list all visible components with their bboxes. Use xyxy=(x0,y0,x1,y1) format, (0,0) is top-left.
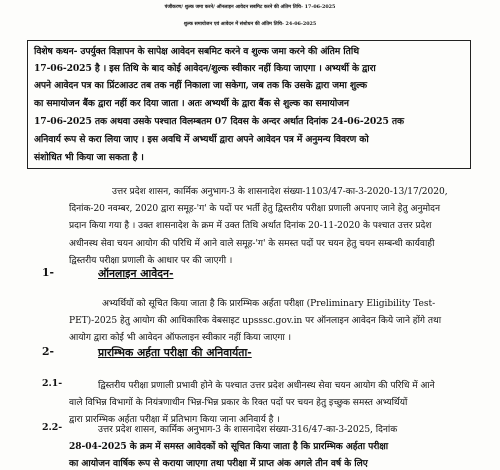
paragraph-line: का आयोजन वार्षिक रूप से कराया जाएगा तथा परीक्षा में प्राप्त अंक अगले तीन वर्ष के लिए xyxy=(69,458,368,469)
notice-line: संशोधित भी किया जा सकता है । xyxy=(34,152,144,163)
paragraph-line: प्रदान किया गया है । उक्त शासनादेश के क्रम में उक्त तिथि अर्थात दिनांक 20-11-2020 के पश्चात उत्तर प्रदेश xyxy=(69,221,432,231)
paragraph-line: PET)-2025 हेतु आयोग की आधिकारिक वेबसाइट upsssc.gov.in पर ऑनलाइन आवेदन किये जाने होंगे तथा xyxy=(69,316,442,326)
notice-line: 17-06-2025 तक अथवा उसके पश्चात विलम्बतम 07 दिवस के अन्दर अर्थात दिनांक 24-06-2025 तक xyxy=(34,116,404,127)
paragraph-line: अभ्यर्थियों को सूचित किया जाता है कि प्रारम्भिक अर्हता परीक्षा (Preliminary Eligibility Test- xyxy=(102,299,436,309)
registration-deadline-line: पंजीकरण/ शुल्क जमा करने/ ऑनलाइन आवेदन सबमिट करने की अंतिम तिथि- 17-06-2025 xyxy=(164,4,336,10)
section-title xyxy=(98,266,173,281)
paragraph-line: दिनांक-20 नवम्बर, 2020 द्वारा समूह-'ग' के पदों पर भर्ती हेतु द्विस्तरीय परीक्षा प्रणाली अपनाए जाने हेतु अनुमोदन xyxy=(69,204,440,214)
special-notice-box xyxy=(27,40,471,169)
section-title-text: ऑनलाइन आवेदन- xyxy=(98,267,174,280)
item-number: 2.1- xyxy=(42,378,63,389)
notice-line: विशेष कथन- उपर्युक्त विज्ञापन के सापेक्ष आवेदन सबमिट करने व शुल्क जमा करने की अंतिम तिथि xyxy=(34,46,359,57)
paragraph-line: आयोग द्वारा कोई भी आवेदन ऑफलाइन स्वीकार नहीं किया जाएगा । xyxy=(69,333,292,343)
paragraph-line: वाले विभिन्न विभागों के नियंत्रणाधीन भिन्न-भिन्न प्रकार के रिक्त पदों पर चयन हेतु इच्छुक समस्त अभ्यर्थियों xyxy=(69,398,408,408)
paragraph-line: 28-04-2025 के क्रम में समस्त आवेदकों को सूचित किया जाता है कि प्रारम्भिक अर्हता परीक्षा xyxy=(69,441,389,452)
paragraph-line: द्विस्तरीय परीक्षा प्रणाली प्रभावी होने के पश्चात उत्तर प्रदेश अधीनस्थ सेवा चयन आयोग की परिधि में आने xyxy=(98,381,435,391)
section-number: 2- xyxy=(42,345,54,358)
paragraph-line: द्विस्तरीय परीक्षा प्रणाली के आधार पर की जाएगी । xyxy=(69,256,233,266)
notice-line: 17-06-2025 है । इस तिथि के बाद कोई आवेदन/शुल्क स्वीकार नहीं किया जाएगा । अभ्यर्थी के द्वारा xyxy=(34,63,376,74)
paragraph-line: अधीनस्थ सेवा चयन आयोग की परिधि में आने वाले समूह-'ग' के समस्त पदों पर चयन हेतु चयन सम्बन्धी कार्यवाही xyxy=(69,239,435,249)
item-number: 2.2- xyxy=(42,422,63,433)
paragraph-line: उत्तर प्रदेश शासन, कार्मिक अनुभाग-3 के शासनादेश संख्या-316/47-का-3-2025, दिनांक xyxy=(98,425,398,435)
section-title xyxy=(98,345,252,360)
paragraph-line: उत्तर प्रदेश शासन, कार्मिक अनुभाग-3 के शासनादेश संख्या-1103/47-का-3-2020-13/17/2020, xyxy=(112,187,448,197)
fee-adjustment-deadline-line: शुल्क समायोजन एवं आवेदन में संशोधन की अंतिम तिथि- 24-06-2025 xyxy=(183,21,317,27)
notice-line: अपने आवेदन पत्र का प्रिंटआउट तब तक नहीं निकाला जा सकेगा, जब तक कि उसके द्वारा जमा शुल्क xyxy=(34,80,368,91)
notice-line: अनिवार्य रूप से करा लिया जाए । इस अवधि में अभ्यर्थी द्वारा अपने आवेदन पत्र में अनुमन्य विवरण को xyxy=(34,134,369,145)
section-title-text: प्रारम्भिक अर्हता परीक्षा की अनिवार्यता- xyxy=(98,346,252,359)
section-number: 1- xyxy=(42,266,54,279)
paragraph-line: द्वारा प्रारम्भिक अर्हता परीक्षा में प्रतिभाग किया जाना अनिवार्य है । xyxy=(69,415,280,425)
notice-line: का समायोजन बैंक द्वारा नहीं कर दिया जाता । अतः अभ्यर्थी के द्वारा बैंक से शुल्क का समायोजन xyxy=(34,98,349,109)
